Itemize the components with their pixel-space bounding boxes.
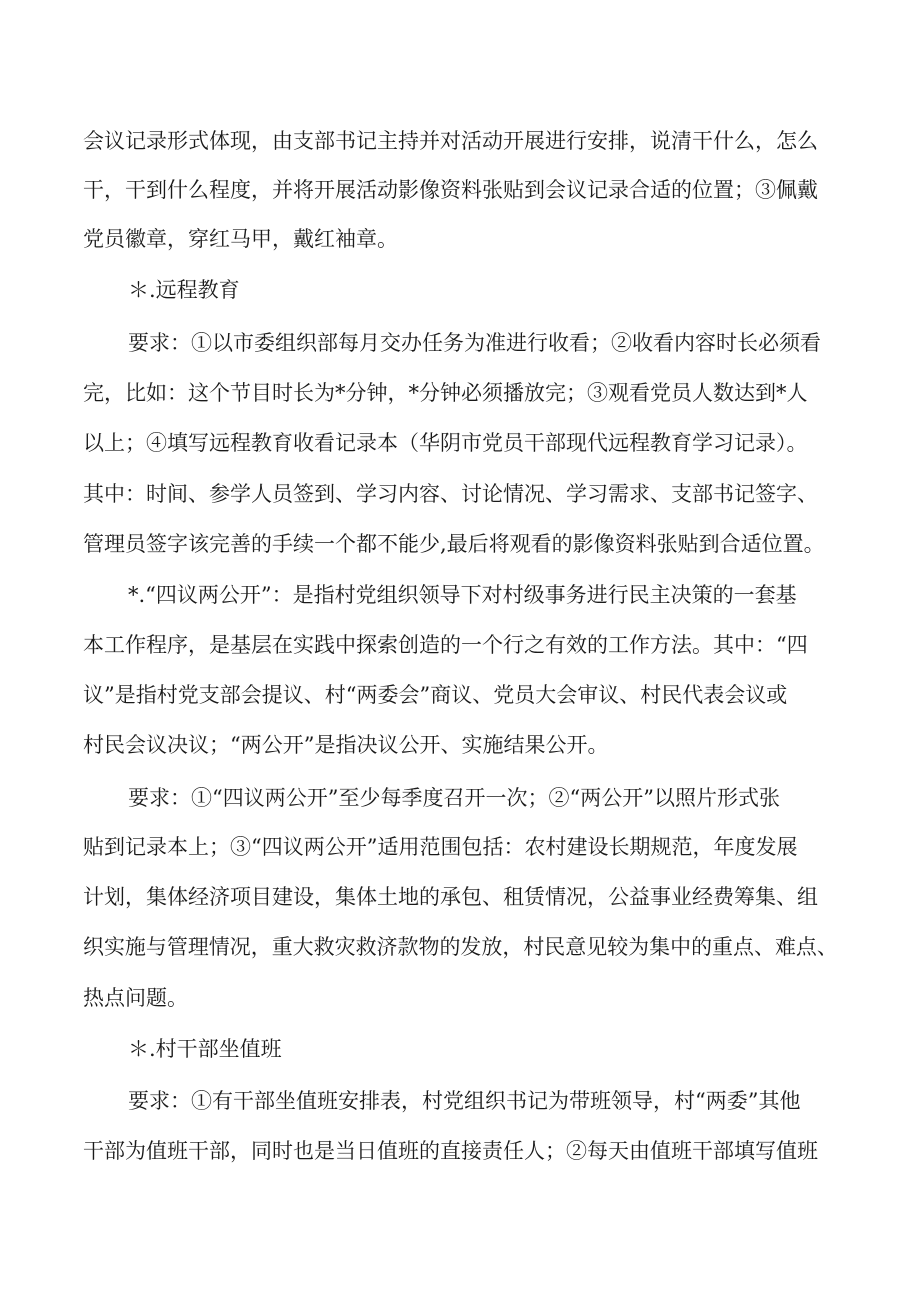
section-heading-duty-roster: ＊.村干部坐值班 — [128, 1037, 282, 1061]
text-line-11: 本工作程序，是基层在实践中探索创造的一个行之有效的工作方法。其中：“四 — [83, 633, 808, 657]
text-line-1: 会议记录形式体现，由支部书记主持并对活动开展进行安排，说清干什么，怎么 — [83, 129, 818, 153]
text-line-21: 干部为值班干部，同时也是当日值班的直接责任人；②每天由值班干部填写值班 — [83, 1139, 818, 1163]
text-line-17: 织实施与管理情况，重大救灾救济款物的发放，村民意见较为集中的重点、难点、 — [83, 935, 838, 959]
text-line-16: 计划，集体经济项目建设，集体土地的承包、租赁情况，公益事业经费筹集、组 — [83, 885, 818, 909]
text-line-7: 以上；④填写远程教育收看记录本（华阴市党员干部现代远程教育学习记录）。 — [83, 431, 808, 455]
text-line-15: 贴到记录本上；③“四议两公开”适用范围包括：农村建设长期规范，年度发展 — [83, 835, 798, 859]
text-line-5: 要求：①以市委组织部每月交办任务为准进行收看；②收看内容时长必须看 — [128, 331, 821, 355]
section-heading-remote-education: ＊.远程教育 — [128, 278, 240, 302]
text-line-9: 管理员签字该完善的手续一个都不能少,最后将观看的影像资料张贴到合适位置。 — [83, 532, 825, 556]
text-line-20: 要求：①有干部坐值班安排表，村党组织书记为带班领导，村“两委”其他 — [128, 1089, 801, 1113]
text-line-14: 要求：①“四议两公开”至少每季度召开一次；②“两公开”以照片形式张 — [128, 786, 780, 810]
text-line-6: 完，比如：这个节目时长为*分钟，*分钟必须播放完；③观看党员人数达到*人 — [83, 381, 808, 405]
text-line-12: 议”是指村党支部会提议、村“两委会”商议、党员大会审议、村民代表会议或 — [83, 683, 788, 707]
text-line-2: 干，干到什么程度，并将开展活动影像资料张贴到会议记录合适的位置；③佩戴 — [83, 178, 818, 202]
text-line-8: 其中：时间、参学人员签到、学习内容、讨论情况、学习需求、支部书记签字、 — [83, 482, 818, 506]
text-line-18: 热点问题。 — [83, 986, 188, 1010]
text-line-13: 村民会议决议；“两公开”是指决议公开、实施结果公开。 — [83, 733, 609, 757]
text-line-3: 党员徽章，穿红马甲，戴红袖章。 — [83, 227, 398, 251]
text-line-10: *.“四议两公开”：是指村党组织领导下对村级事务进行民主决策的一套基 — [128, 583, 797, 607]
